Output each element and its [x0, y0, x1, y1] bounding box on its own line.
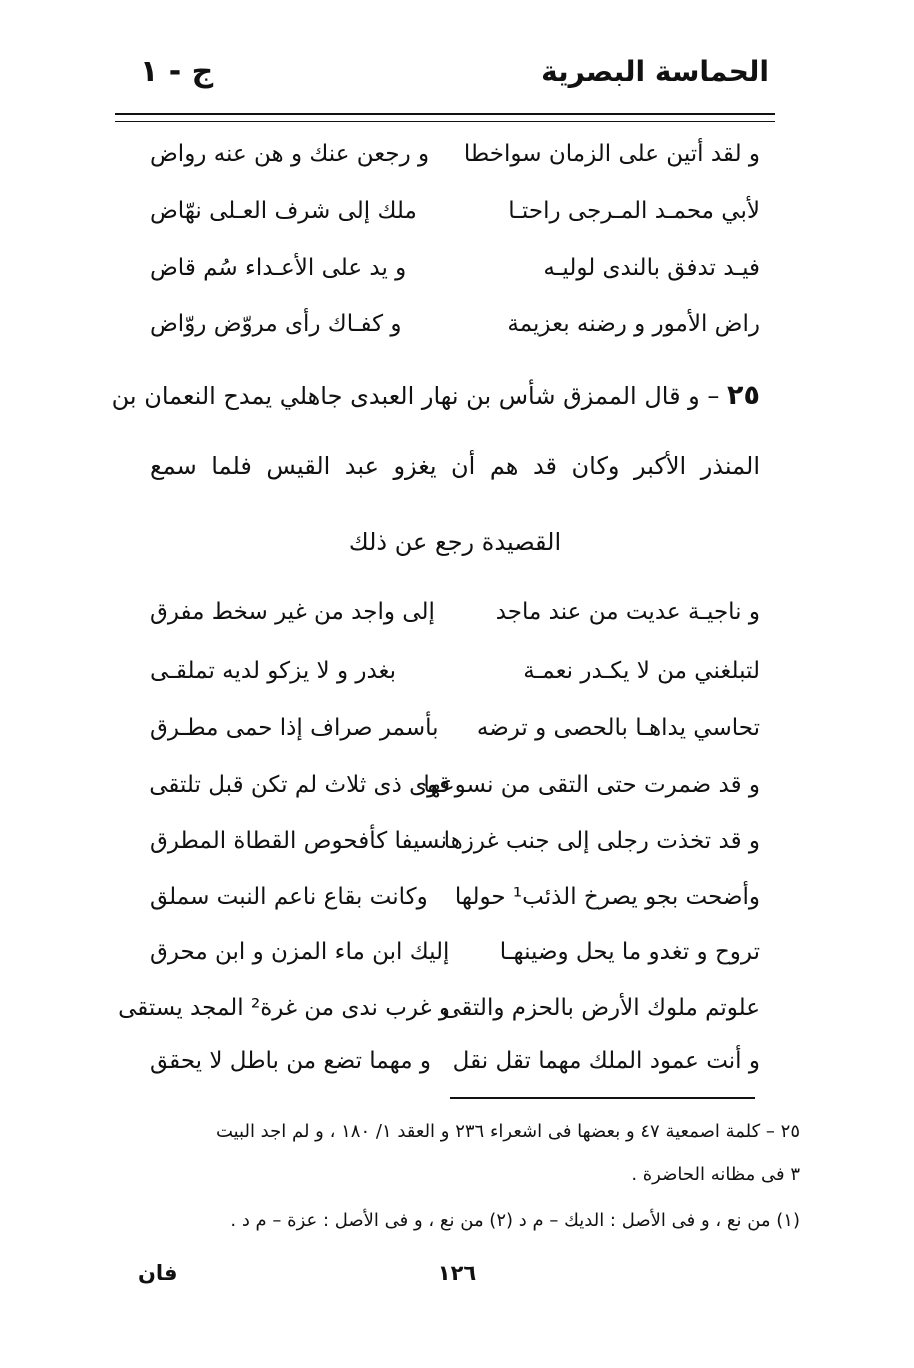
- volume-marker: ج - ١: [140, 54, 214, 89]
- footnote-line: (١) من نع ، و فى الأصل : الديك – م د (٢) من نع ، و فى الأصل : عزة – م د .: [230, 1210, 800, 1231]
- verse-first-hemistich: لأبي محمـد المـرجى راحتـا: [508, 198, 760, 224]
- verse-second-hemistich: وكانت بقاع ناعم النبت سملق: [150, 884, 428, 910]
- verse-first-hemistich: و قد تخذت رجلى إلى جنب غرزها: [443, 828, 760, 854]
- verse-line: [150, 811, 760, 871]
- verse-first-hemistich: و قد ضمرت حتى التقى من نسوعها: [423, 772, 760, 798]
- poem-introduction-line: المنذر الأكبر وكان قد هم أن يغزو عبد القيس فلما سمع: [150, 452, 760, 480]
- verse-line: [150, 124, 760, 184]
- verse-second-hemistich: و كفـاك رأى مروّض روّاض: [150, 311, 402, 337]
- poem-introduction-line: [111, 366, 760, 426]
- verse-second-hemistich: و مهما تضع من باطل لا يحقق: [150, 1048, 431, 1074]
- verse-second-hemistich: و غرب ندى من غرة² المجد يستقى: [118, 995, 450, 1021]
- verse-first-hemistich: تروح و تغدو ما يحل وضينهـا: [499, 939, 760, 965]
- poem-introduction-text: – و قال الممزق شأس بن نهار العبدى جاهلي يمدح النعمان بن: [111, 382, 720, 410]
- verse-line: [150, 755, 760, 815]
- verse-first-hemistich: وأضحت بجو يصرخ الذئب¹ حولها: [454, 884, 760, 910]
- footnote-line: ٢٥ – كلمة اصمعية ٤٧ و بعضها فى اشعراء ٢٣٦ و العقد ١/ ١٨٠ ، و لم اجد البيت: [215, 1121, 800, 1142]
- verse-line: [118, 978, 760, 1038]
- verse-second-hemistich: و يد على الأعـداء سُم قاض: [150, 255, 407, 281]
- header-rule-thin: [115, 121, 775, 122]
- verse-first-hemistich: علوتم ملوك الأرض بالحزم والتقى: [442, 995, 760, 1021]
- verse-line: [150, 294, 760, 354]
- running-title: الحماسة البصرية: [541, 55, 769, 88]
- verse-first-hemistich: فيـد تدفق بالندى لوليـه: [543, 255, 760, 281]
- verse-first-hemistich: تحاسي يداهـا بالحصى و ترضه: [476, 715, 760, 741]
- verse-second-hemistich: و رجعن عنك و هن عنه رواض: [150, 141, 430, 167]
- catchword: فان: [138, 1261, 178, 1285]
- verse-second-hemistich: بأسمر صراف إذا حمى مطـرق: [150, 715, 439, 741]
- verse-first-hemistich: لتبلغني من لا يكـدر نعمـة: [523, 658, 760, 684]
- verse-line: [150, 867, 760, 927]
- verse-line: [150, 698, 760, 758]
- verse-first-hemistich: راض الأمور و رضنه بعزيمة: [507, 311, 760, 337]
- verse-first-hemistich: و ناجيـة عديت من عند ماجد: [495, 599, 760, 625]
- verse-line: [150, 582, 760, 642]
- verse-second-hemistich: إلى واجد من غير سخط مفرق: [150, 599, 435, 625]
- verse-first-hemistich: و أنت عمود الملك مهما تقل نقل: [452, 1048, 760, 1074]
- verse-second-hemistich: نسيفا كأفحوص القطاة المطرق: [150, 828, 447, 854]
- verse-line: [150, 1031, 760, 1091]
- verse-second-hemistich: بغدر و لا يزكو لديه تملقـى: [150, 658, 397, 684]
- poem-introduction-line: القصيدة رجع عن ذلك: [348, 528, 562, 556]
- header-rule: [115, 113, 775, 115]
- verse-first-hemistich: و لقد أتين على الزمان سواخطا: [463, 141, 760, 167]
- poem-number: ٢٥: [727, 380, 760, 411]
- page-number: ١٢٦: [437, 1261, 477, 1285]
- footnote-rule: [450, 1097, 755, 1099]
- verse-line: [150, 641, 760, 701]
- verse-second-hemistich: قوى ذى ثلاث لم تكن قبل تلتقى: [149, 772, 450, 798]
- verse-line: [150, 181, 760, 241]
- footnote-line: ٣ فى مظانه الحاضرة .: [631, 1164, 800, 1185]
- verse-line: [150, 922, 760, 982]
- verse-second-hemistich: ملك إلى شرف العـلى نهّاض: [150, 198, 417, 224]
- verse-line: [150, 238, 760, 298]
- verse-second-hemistich: إليك ابن ماء المزن و ابن محرق: [150, 939, 450, 965]
